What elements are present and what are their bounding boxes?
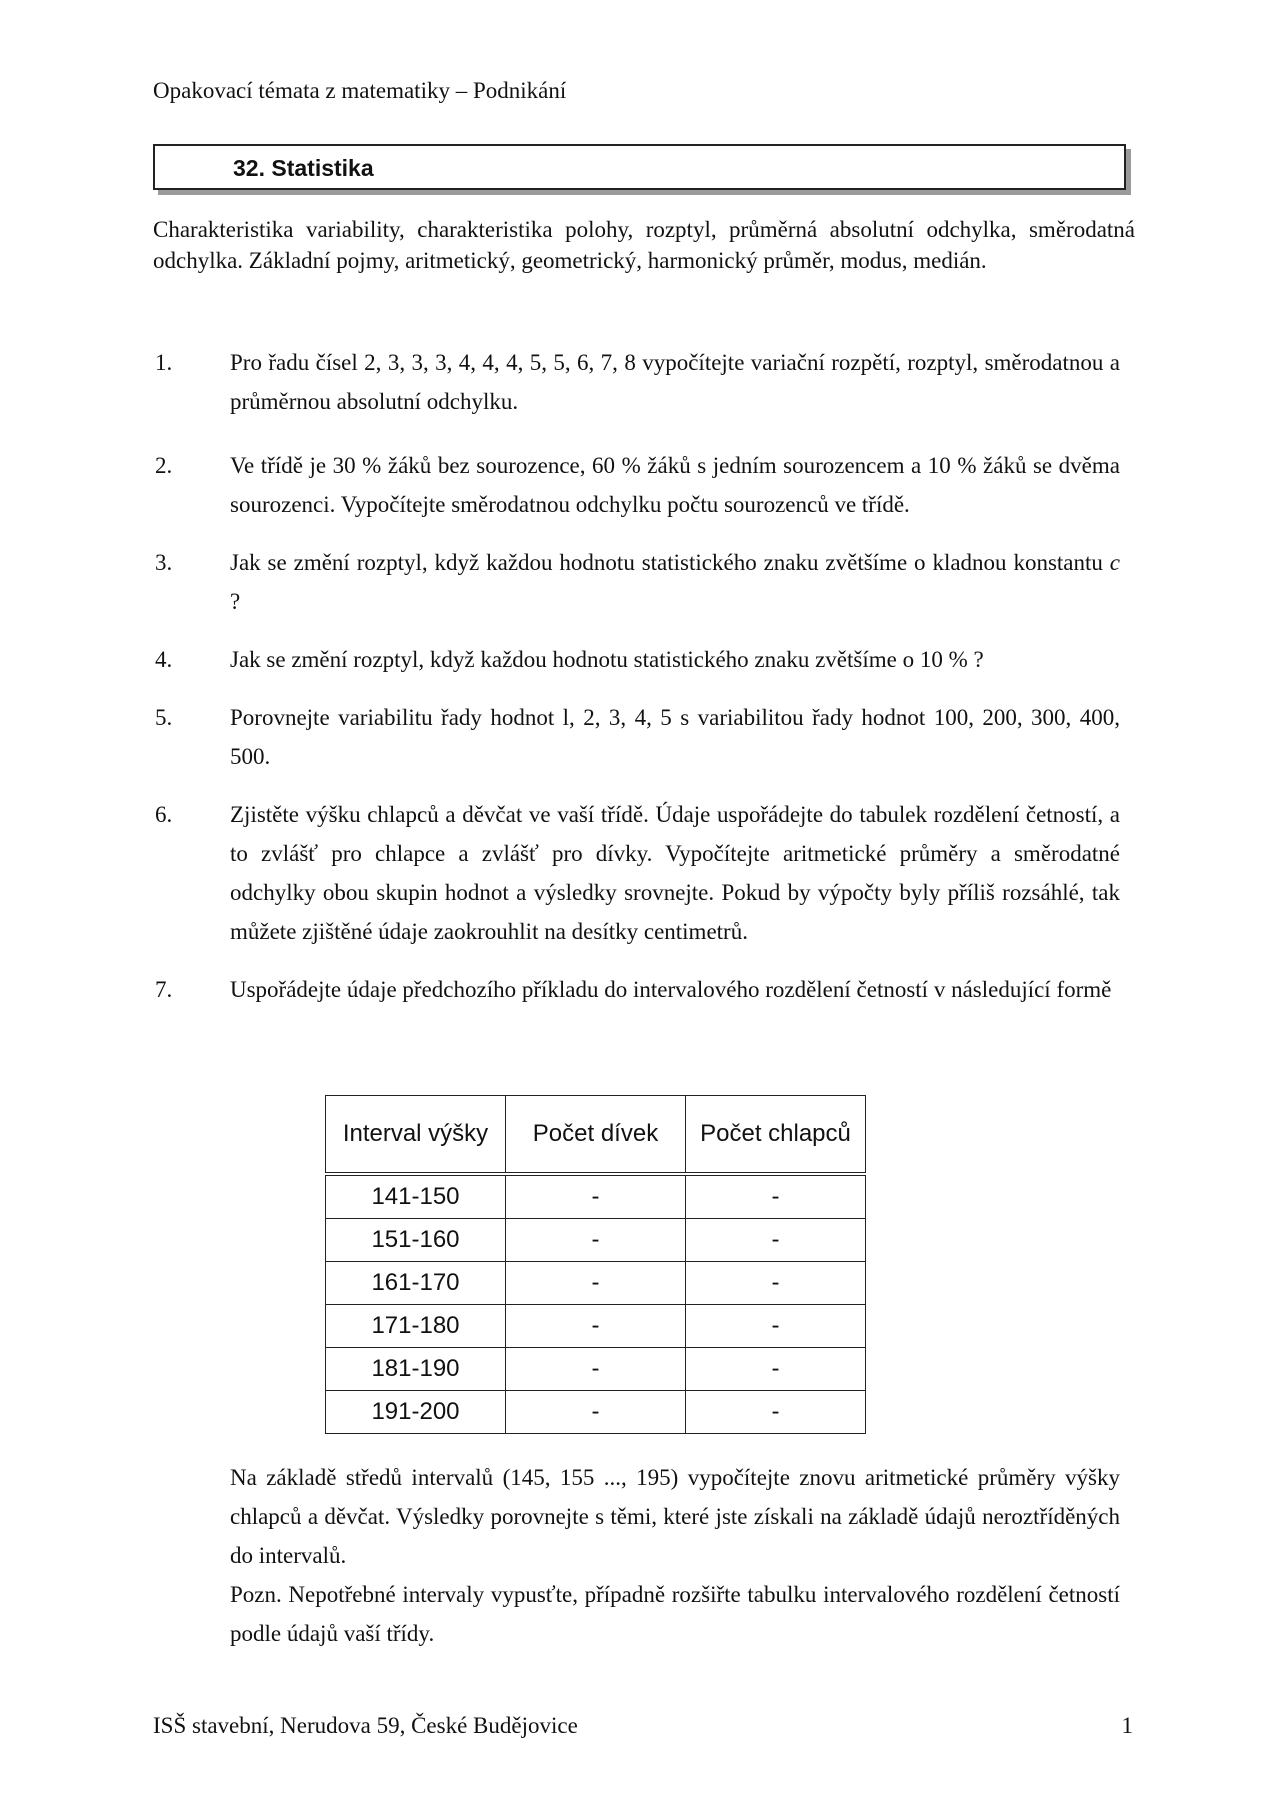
boys-count-cell: - [686, 1174, 866, 1219]
variable-c: c [1109, 550, 1120, 575]
girls-count-cell: - [506, 1174, 686, 1219]
table-row [326, 1391, 866, 1434]
section-title: 32. Statistika [233, 155, 374, 181]
boys-count-cell: - [686, 1391, 866, 1434]
exercise-number: 4. [155, 647, 173, 672]
exercise-text: Porovnejte variabilitu řady hodnot l, 2, 3, 4, 5 s variabilitou řady hodnot 100, 200, 300, 400, 500. [230, 705, 1120, 769]
boys-count-cell: - [686, 1219, 866, 1262]
exercise-number: 6. [155, 802, 173, 827]
header-girls: Počet dívek [506, 1096, 686, 1175]
girls-count-cell: - [506, 1262, 686, 1305]
header-interval: Interval výšky [326, 1096, 506, 1175]
interval-cell: 151-160 [326, 1219, 506, 1262]
exercise-text: Ve třídě je 30 % žáků bez sourozence, 60 % žáků s jedním sourozencem a 10 % žáků se dvěma sourozenci. Vypočítejte směrodatnou odchylku počtu sourozenců ve třídě. [230, 453, 1120, 517]
footer-school: ISŠ stavební, Nerudova 59, České Budějovice [153, 1713, 578, 1738]
boys-count-cell: - [686, 1305, 866, 1348]
girls-count-cell: - [506, 1305, 686, 1348]
table-header-row [326, 1096, 866, 1175]
after-table-text [230, 1458, 1120, 1653]
table-row [326, 1174, 866, 1219]
intro-paragraph: Charakteristika variability, charakteristika polohy, rozptyl, průměrná absolutní odchylka, směrodatná odchylka. Základní pojmy, aritmetický, geometrický, harmonický průměr, modus, medián. [153, 217, 1135, 273]
boys-count-cell: - [686, 1262, 866, 1305]
girls-count-cell: - [506, 1219, 686, 1262]
frequency-table [325, 1095, 866, 1434]
exercise-text: Jak se změní rozptyl, když každou hodnotu statistického znaku zvětšíme o 10 % ? [230, 647, 984, 672]
page-number: 1 [1121, 1713, 1133, 1738]
page-header: Opakovací témata z matematiky – Podnikání [153, 78, 567, 103]
table-row [326, 1262, 866, 1305]
exercise-text-part: Jak se změní rozptyl, když každou hodnotu statistického znaku zvětšíme o kladnou konstantu [230, 550, 1110, 575]
after-table-paragraph: Na základě středů intervalů (145, 155 ..., 195) vypočítejte znovu aritmetické průměry výšky chlapců a děvčat. Výsledky porovnejte s těmi, které jste získali na základě údajů neroztříděných do intervalů. [230, 1465, 1120, 1568]
exercise-text: Pro řadu čísel 2, 3, 3, 3, 4, 4, 4, 5, 5, 6, 7, 8 vypočítejte variační rozpětí, rozptyl, směrodatnou a průměrnou absolutní odchylku. [230, 350, 1120, 414]
exercise-number: 2. [155, 453, 173, 478]
boys-count-cell: - [686, 1348, 866, 1391]
exercise-number: 7. [155, 977, 173, 1002]
interval-cell: 141-150 [326, 1174, 506, 1219]
interval-cell: 161-170 [326, 1262, 506, 1305]
section-title-box [153, 144, 1126, 190]
girls-count-cell: - [506, 1391, 686, 1434]
header-boys: Počet chlapců [686, 1096, 866, 1175]
table-row [326, 1219, 866, 1262]
interval-cell: 191-200 [326, 1391, 506, 1434]
exercise-text: Uspořádejte údaje předchozího příkladu do intervalového rozdělení četností v následující formě [230, 977, 1112, 1002]
table-row [326, 1348, 866, 1391]
interval-cell: 171-180 [326, 1305, 506, 1348]
exercise-number: 5. [155, 705, 173, 730]
exercise-text-part: ? [230, 589, 241, 614]
exercise-number: 3. [155, 550, 173, 575]
table-row [326, 1305, 866, 1348]
exercise-text [230, 543, 1120, 621]
girls-count-cell: - [506, 1348, 686, 1391]
exercise-number: 1. [155, 350, 173, 375]
note-paragraph: Pozn. Nepotřebné intervaly vypusťte, případně rozšiřte tabulku intervalového rozdělení četností podle údajů vaší třídy. [230, 1582, 1120, 1646]
exercise-text: Zjistěte výšku chlapců a děvčat ve vaší třídě. Údaje uspořádejte do tabulek rozdělení četností, a to zvlášť pro chlapce a zvlášť pro dívky. Vypočítejte aritmetické průměry a směrodatné odchylky obou skupin hodnot a výsledky srovnejte. Pokud by výpočty byly příliš rozsáhlé, tak můžete zjištěné údaje zaokrouhlit na desítky centimetrů. [230, 802, 1120, 944]
interval-cell: 181-190 [326, 1348, 506, 1391]
